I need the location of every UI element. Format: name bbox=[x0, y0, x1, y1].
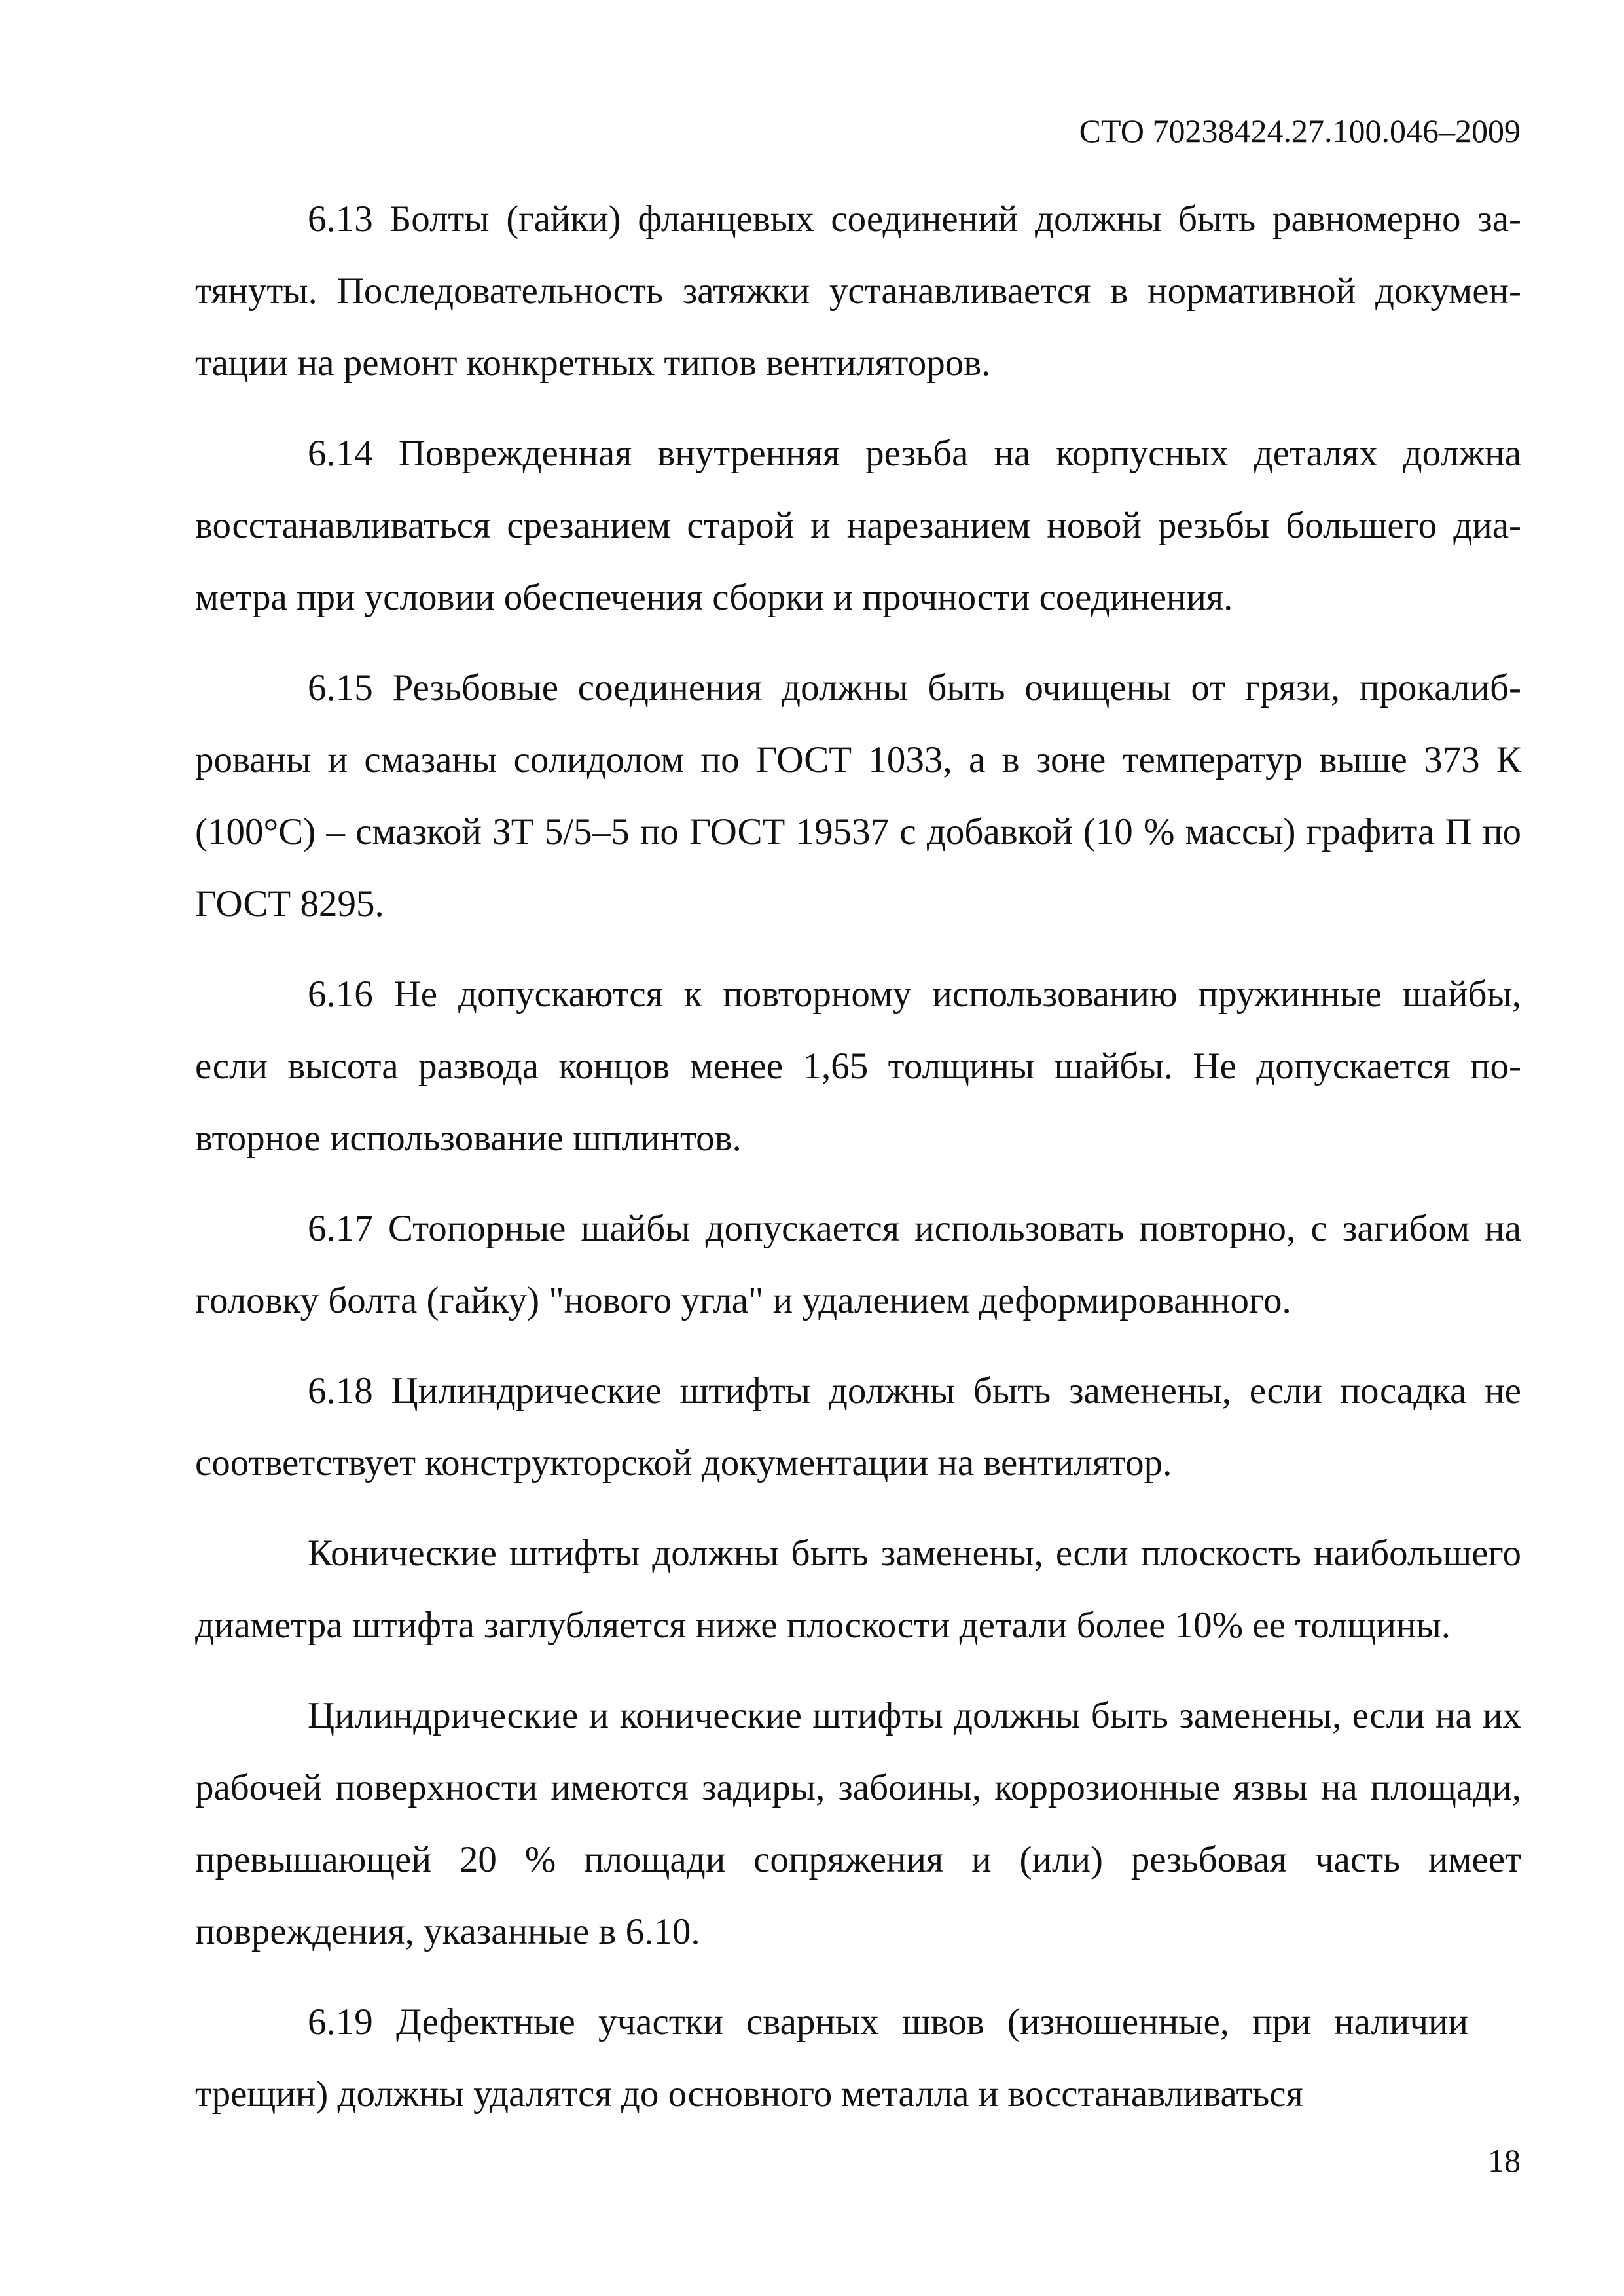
paragraph-6-19: 6.19 Дефектные участки сварных швов (изношенные, при наличии трещин) должны удалятся до основного металла и восстанавливаться bbox=[195, 2001, 1468, 2115]
paragraph-6-17: 6.17 Стопорные шайбы допускается использовать повторно, с загибом на головку болта (гайку) "нового угла" и удалением деформированного. bbox=[195, 1208, 1521, 1321]
paragraph-6-16: 6.16 Не допускаются к повторному использованию пружинные шайбы, если высота развода концов менее 1,65 толщины шайбы. Не допускается повторное использование шплинтов. bbox=[195, 974, 1521, 1159]
document-body bbox=[195, 183, 1521, 2130]
page-number: 18 bbox=[1488, 2142, 1521, 2179]
paragraph-6-15: 6.15 Резьбовые соединения должны быть очищены от грязи, прокалиброваны и смазаны солидолом по ГОСТ 1033, а в зоне температур выше 373 К (100°С) – смазкой ЗТ 5/5–5 по ГОСТ 19537 с добавкой (10 % массы) графита П по ГОСТ 8295. bbox=[195, 667, 1521, 924]
paragraph-6-13: 6.13 Болты (гайки) фланцевых соединений должны быть равномерно затянуты. Последовательность затяжки устанавливается в нормативной документации на ремонт конкретных типов вентиляторов. bbox=[195, 198, 1521, 384]
paragraph-6-18: 6.18 Цилиндрические штифты должны быть заменены, если посадка не соответствует конструкторской документации на вентилятор. bbox=[195, 1370, 1521, 1484]
paragraph-6-14: 6.14 Поврежденная внутренняя резьба на корпусных деталях должна восстанавливаться срезанием старой и нарезанием новой резьбы большего диаметра при условии обеспечения сборки и прочности соединения. bbox=[195, 433, 1521, 618]
paragraph-cylindrical-conical-pins: Цилиндрические и конические штифты должны быть заменены, если на их рабочей поверхности имеются задиры, забоины, коррозионные язвы на площади, превышающей 20 % площади сопряжения и (или) резьбовая часть имеет повреждения, указанные в 6.10. bbox=[195, 1695, 1521, 1952]
document-code-header: СТО 70238424.27.100.046–2009 bbox=[1079, 113, 1521, 149]
paragraph-conical-pins: Конические штифты должны быть заменены, если плоскость наибольшего диаметра штифта заглубляется ниже плоскости детали более 10% ее толщины. bbox=[195, 1533, 1521, 1646]
